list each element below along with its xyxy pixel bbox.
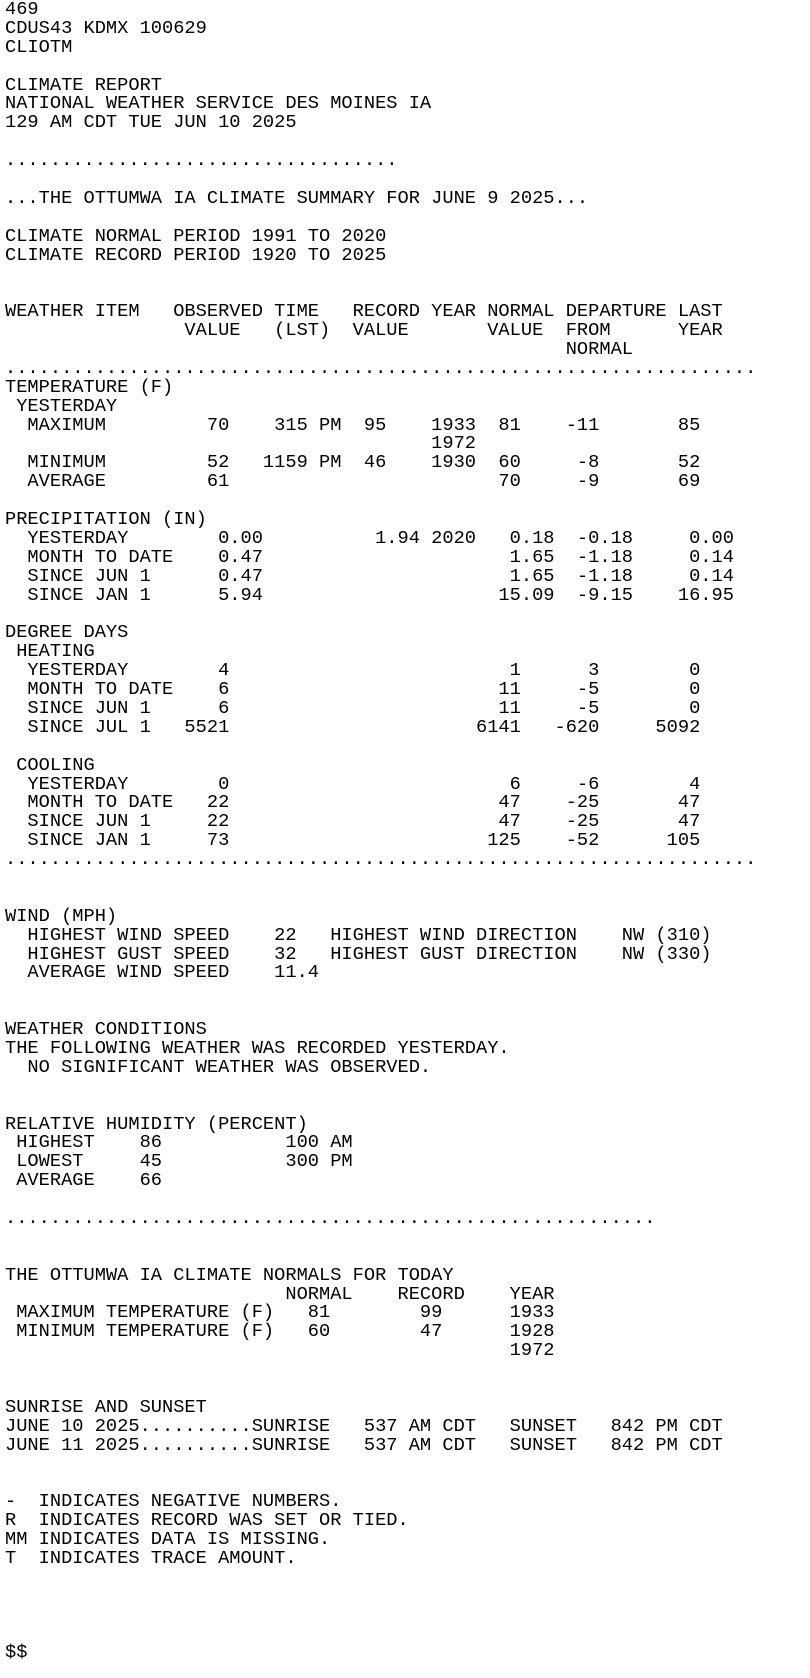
report-line: ................................................................... <box>5 356 757 379</box>
report-line: YESTERDAY 0 6 -6 4 <box>5 772 701 795</box>
report-line: THE OTTUMWA IA CLIMATE NORMALS FOR TODAY <box>5 1263 454 1286</box>
report-line <box>5 264 810 283</box>
report-line <box>5 1568 810 1587</box>
report-line: THE FOLLOWING WEATHER WAS RECORDED YESTERDAY. <box>5 1036 510 1059</box>
report-line <box>5 1096 810 1115</box>
report-line: JUNE 10 2025..........SUNRISE 537 AM CDT SUNSET 842 PM CDT <box>5 1414 723 1437</box>
report-line: AVERAGE 66 <box>5 1169 163 1192</box>
report-line: MAXIMUM 70 315 PM 95 1933 81 -11 85 <box>5 413 701 436</box>
report-line: - INDICATES NEGATIVE NUMBERS. <box>5 1490 342 1513</box>
report-line <box>5 869 810 888</box>
report-line: SINCE JAN 1 73 125 -52 105 <box>5 829 701 852</box>
report-line: NORMAL RECORD YEAR <box>5 1282 555 1305</box>
report-line: T INDICATES TRACE AMOUNT. <box>5 1547 297 1570</box>
report-line: 1972 <box>5 432 477 455</box>
report-line: AVERAGE WIND SPEED 11.4 <box>5 961 320 984</box>
report-line: WEATHER ITEM OBSERVED TIME RECORD YEAR NORMAL DEPARTURE LAST <box>5 300 723 323</box>
report-line <box>5 737 810 756</box>
report-line <box>5 57 810 76</box>
report-line <box>5 982 810 1001</box>
report-line: SINCE JUL 1 5521 6141 -620 5092 <box>5 715 701 738</box>
report-line: TEMPERATURE (F) <box>5 375 174 398</box>
report-line: MONTH TO DATE 6 11 -5 0 <box>5 678 701 701</box>
report-line <box>5 1587 810 1606</box>
report-line: MINIMUM TEMPERATURE (F) 60 47 1928 <box>5 1320 555 1343</box>
report-line: NORMAL <box>5 338 634 361</box>
report-line: PRECIPITATION (IN) <box>5 508 207 531</box>
report-line: $$ <box>5 1641 28 1663</box>
report-line <box>5 1625 810 1644</box>
report-line: SINCE JUN 1 22 47 -25 47 <box>5 810 701 833</box>
report-line: CLIMATE NORMAL PERIOD 1991 TO 2020 <box>5 224 387 247</box>
report-line <box>5 1360 810 1379</box>
report-line: LOWEST 45 300 PM <box>5 1150 353 1173</box>
report-line: MAXIMUM TEMPERATURE (F) 81 99 1933 <box>5 1301 555 1324</box>
report-line: HIGHEST 86 100 AM <box>5 1131 353 1154</box>
report-line: WEATHER CONDITIONS <box>5 1018 207 1041</box>
report-line <box>5 888 810 907</box>
report-line: AVERAGE 61 70 -9 69 <box>5 470 701 493</box>
report-line: COOLING <box>5 753 95 776</box>
report-line <box>5 1228 810 1247</box>
report-line: CLIOTM <box>5 35 73 58</box>
report-line: HIGHEST WIND SPEED 22 HIGHEST WIND DIRECTION NW (310) <box>5 923 712 946</box>
report-line: WIND (MPH) <box>5 904 118 927</box>
report-line: SINCE JUN 1 0.47 1.65 -1.18 0.14 <box>5 564 734 587</box>
report-line: MM INDICATES DATA IS MISSING. <box>5 1528 331 1551</box>
report-line: YESTERDAY <box>5 394 118 417</box>
report-line: CDUS43 KDMX 100629 <box>5 16 207 39</box>
report-line: MINIMUM 52 1159 PM 46 1930 60 -8 52 <box>5 451 701 474</box>
report-line: VALUE (LST) VALUE VALUE FROM YEAR <box>5 319 723 342</box>
report-line: MONTH TO DATE 0.47 1.65 -1.18 0.14 <box>5 545 734 568</box>
report-line: CLIMATE REPORT <box>5 73 163 96</box>
report-line <box>5 1247 810 1266</box>
report-line: JUNE 11 2025..........SUNRISE 537 AM CDT SUNSET 842 PM CDT <box>5 1433 723 1456</box>
report-line: 469 <box>5 0 39 20</box>
report-line <box>5 1077 810 1096</box>
report-line: 1972 <box>5 1339 555 1362</box>
report-line: ...THE OTTUMWA IA CLIMATE SUMMARY FOR JUNE 9 2025... <box>5 186 589 209</box>
report-line <box>5 1455 810 1474</box>
report-line: 129 AM CDT TUE JUN 10 2025 <box>5 111 297 134</box>
report-line: NATIONAL WEATHER SERVICE DES MOINES IA <box>5 92 432 115</box>
report-line: YESTERDAY 0.00 1.94 2020 0.18 -0.18 0.00 <box>5 526 734 549</box>
report-line: ................................... <box>5 149 398 172</box>
report-line <box>5 1606 810 1625</box>
report-line: ................................................................... <box>5 848 757 871</box>
report-line: SINCE JAN 1 5.94 15.09 -9.15 16.95 <box>5 583 734 606</box>
report-line: YESTERDAY 4 1 3 0 <box>5 659 701 682</box>
report-line: CLIMATE RECORD PERIOD 1920 TO 2025 <box>5 243 387 266</box>
report-line: .......................................................... <box>5 1207 656 1229</box>
report-line: HIGHEST GUST SPEED 32 HIGHEST GUST DIRECTION NW (330) <box>5 942 712 965</box>
report-line: R INDICATES RECORD WAS SET OR TIED. <box>5 1509 409 1532</box>
report-line: DEGREE DAYS <box>5 621 129 644</box>
report-line: NO SIGNIFICANT WEATHER WAS OBSERVED. <box>5 1055 432 1078</box>
report-line: SUNRISE AND SUNSET <box>5 1395 207 1418</box>
report-line: HEATING <box>5 640 95 663</box>
report-line: SINCE JUN 1 6 11 -5 0 <box>5 696 701 719</box>
report-line <box>5 208 810 227</box>
report-line: RELATIVE HUMIDITY (PERCENT) <box>5 1112 308 1135</box>
report-line: MONTH TO DATE 22 47 -25 47 <box>5 791 701 814</box>
